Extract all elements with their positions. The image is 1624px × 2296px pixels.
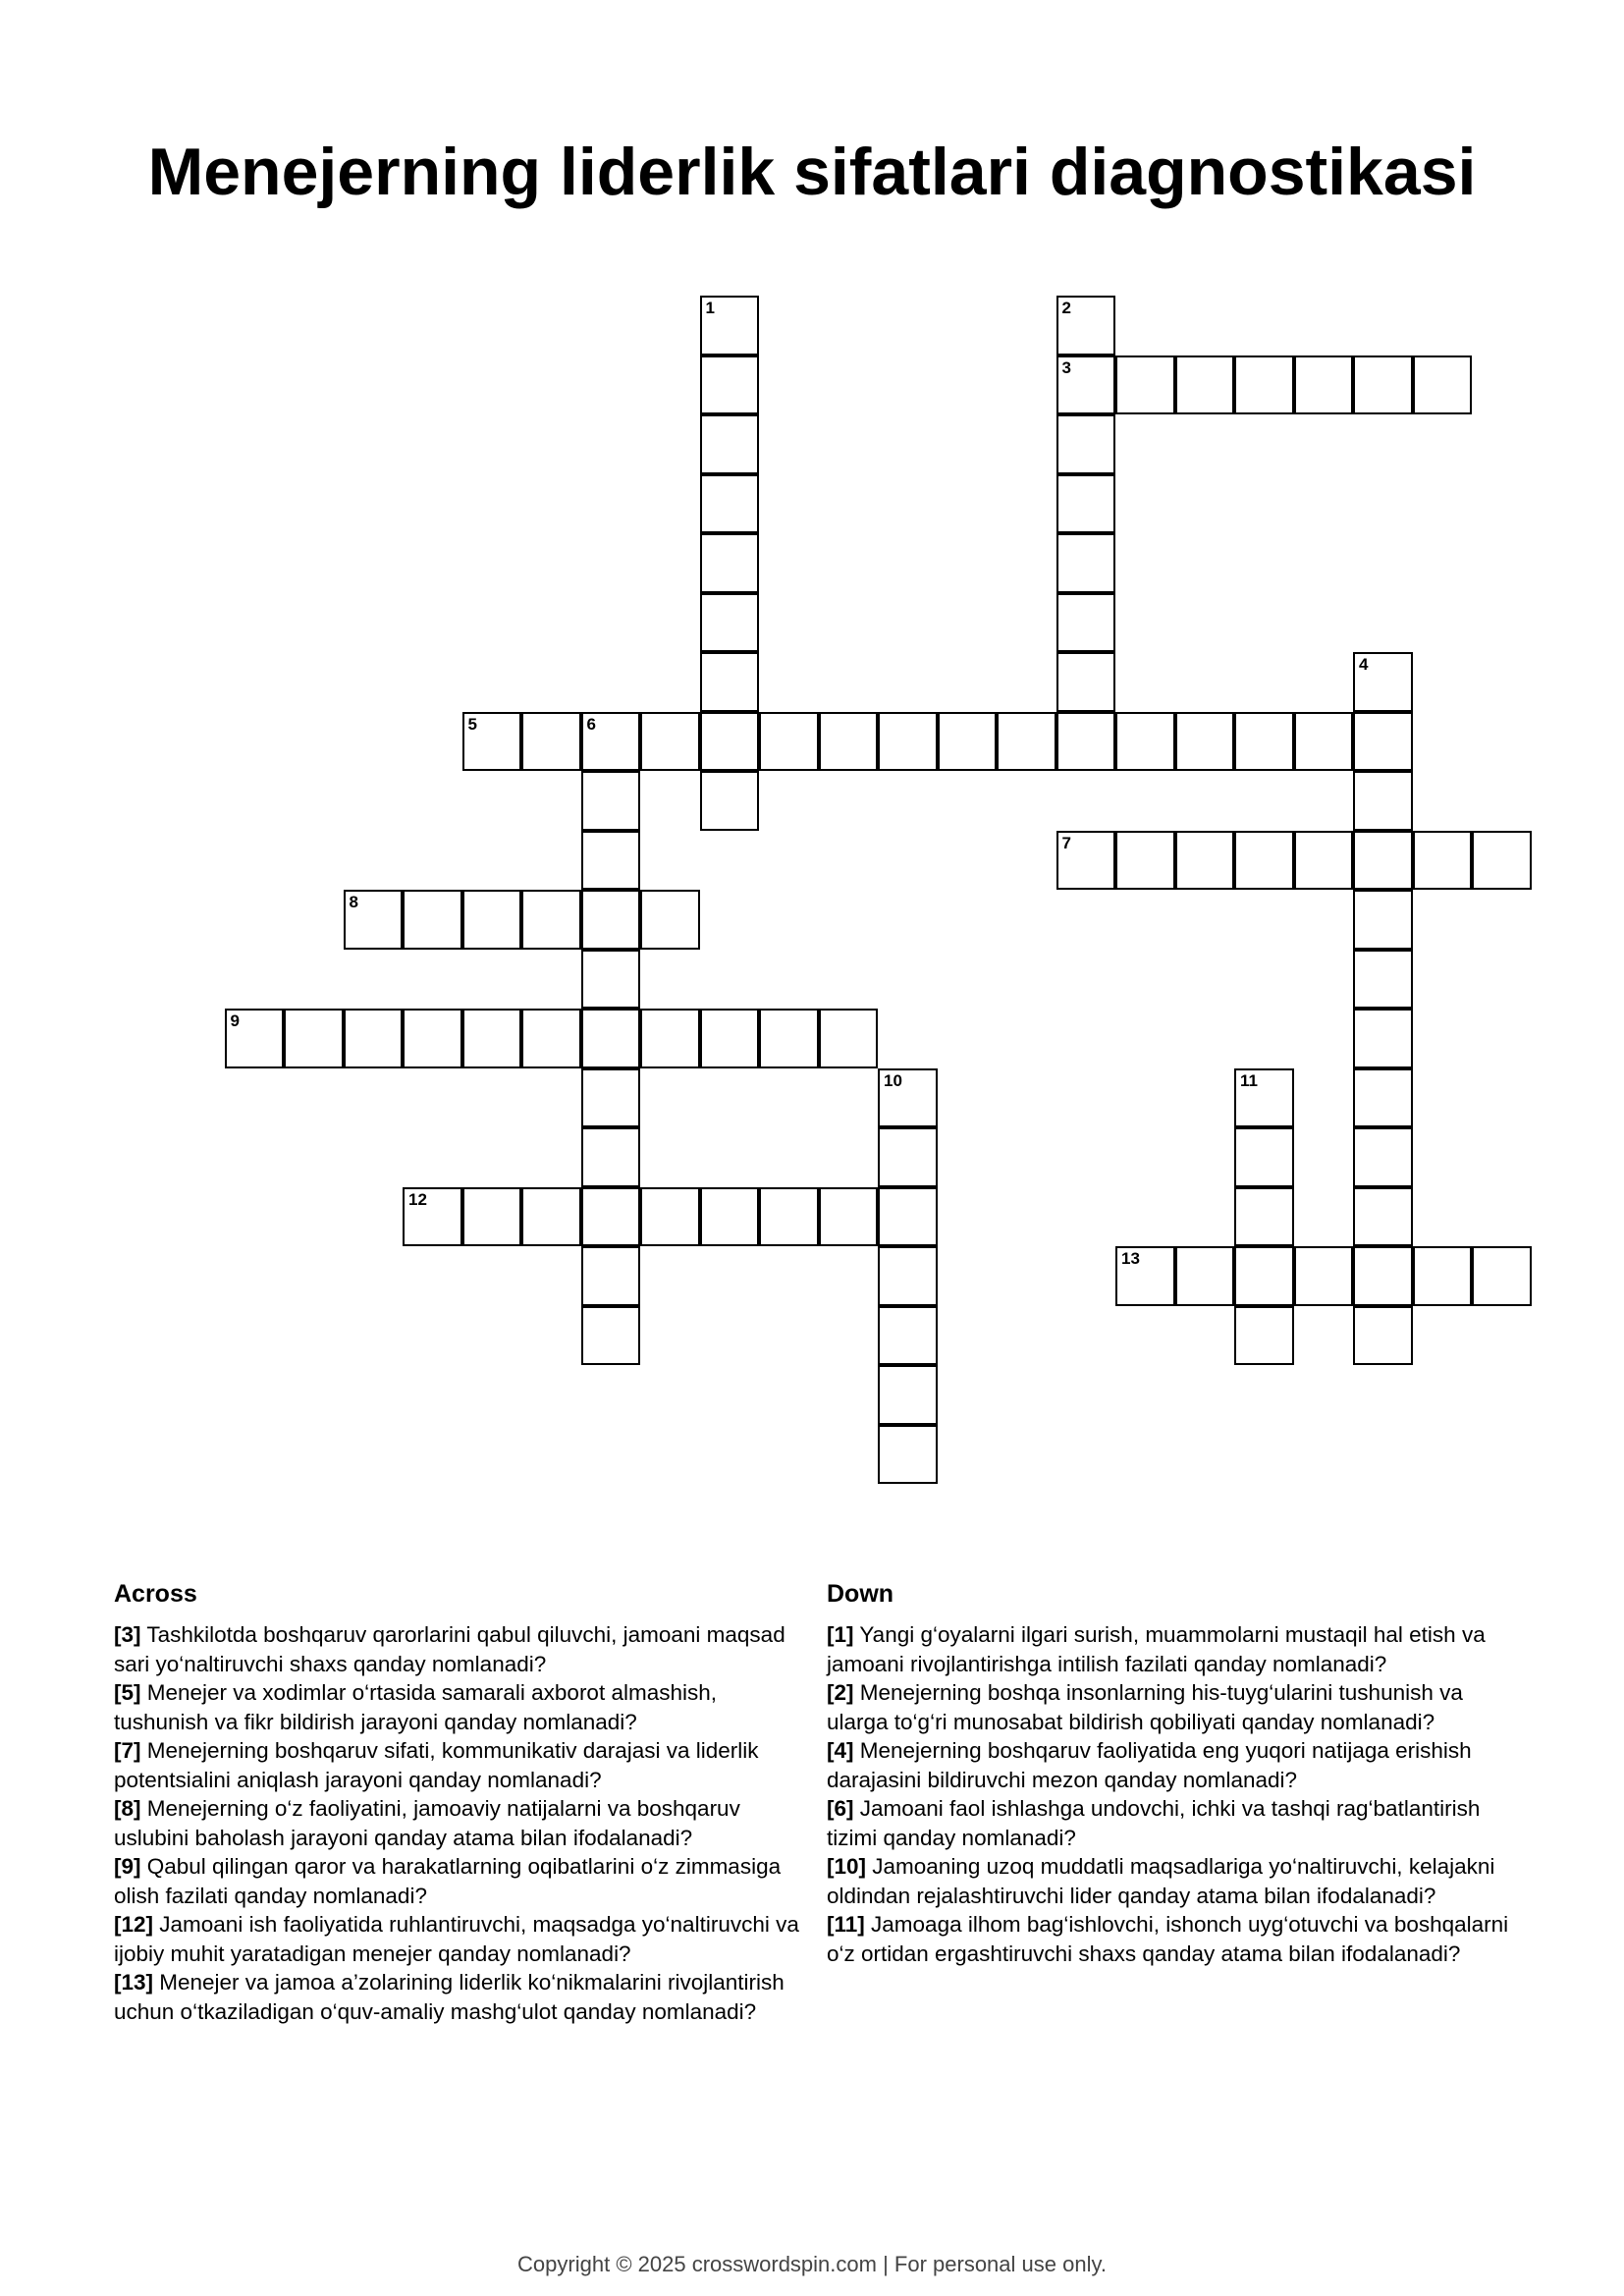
grid-cell[interactable] (700, 474, 760, 534)
clue-text: Jamoaga ilhom bag‘ishlovchi, ishonch uyg‘otuvchi va boshqalarni o‘z ortidan ergashtiruvchi shaxs qanday atama bilan ifodalanadi? (827, 1912, 1509, 1966)
clue-number: [7] (114, 1738, 141, 1763)
across-clue (114, 1794, 801, 1852)
grid-cell[interactable] (1115, 355, 1175, 415)
grid-cell[interactable] (700, 296, 760, 355)
grid-cell[interactable] (700, 652, 760, 712)
grid-cell[interactable] (462, 1009, 522, 1068)
grid-cell[interactable] (1413, 1246, 1473, 1306)
grid-cell[interactable] (1294, 1246, 1354, 1306)
grid-cell[interactable] (1175, 712, 1235, 772)
down-clue (827, 1794, 1514, 1852)
grid-cell[interactable] (1353, 1306, 1413, 1366)
across-clue (114, 1678, 801, 1736)
grid-cell[interactable] (1115, 712, 1175, 772)
grid-cell[interactable] (700, 355, 760, 415)
grid-cell[interactable] (1353, 1068, 1413, 1128)
grid-cell[interactable] (581, 831, 641, 891)
page-title: Menejerning liderlik sifatlari diagnostikasi (147, 135, 1477, 209)
grid-cell[interactable] (1413, 831, 1473, 891)
across-clue (114, 1620, 801, 1678)
grid-cell[interactable] (700, 533, 760, 593)
grid-cell[interactable] (1234, 1187, 1294, 1247)
clue-number: [13] (114, 1970, 154, 1995)
clue-text: Jamoaning uzoq muddatli maqsadlariga yo‘naltiruvchi, kelajakni oldindan rejalashtiruvchi lider qanday atama bilan ifodalanadi? (827, 1854, 1495, 1908)
grid-cell[interactable] (1234, 1127, 1294, 1187)
down-clue (827, 1736, 1514, 1794)
grid-cell[interactable] (1234, 712, 1294, 772)
grid-cell[interactable] (878, 712, 938, 772)
clue-text: Jamoani faol ishlashga undovchi, ichki va tashqi rag‘batlantirish tizimi qanday nomlanadi? (827, 1796, 1481, 1850)
grid-cell[interactable] (581, 950, 641, 1010)
grid-cell[interactable] (403, 1009, 462, 1068)
grid-cell[interactable] (819, 1187, 879, 1247)
down-clue (827, 1852, 1514, 1910)
down-clue-list (827, 1620, 1514, 1968)
clue-number: [8] (114, 1796, 141, 1821)
grid-cell[interactable] (225, 1009, 285, 1068)
cell-number: 5 (467, 714, 477, 734)
grid-cell[interactable] (403, 890, 462, 950)
cell-number: 1 (705, 299, 715, 317)
grid-cell[interactable] (700, 1187, 760, 1247)
grid-cell[interactable] (759, 712, 819, 772)
grid-cell[interactable] (581, 1246, 641, 1306)
grid-cell[interactable] (1472, 1246, 1532, 1306)
grid-cell[interactable] (878, 1127, 938, 1187)
grid-cell[interactable] (819, 712, 879, 772)
grid-cell[interactable] (1353, 950, 1413, 1010)
grid-cell[interactable] (1056, 296, 1116, 355)
down-clues (827, 1579, 1514, 1968)
grid-cell[interactable] (581, 1068, 641, 1128)
grid-cell[interactable] (938, 712, 998, 772)
grid-cell[interactable] (759, 1187, 819, 1247)
grid-cell[interactable] (819, 1009, 879, 1068)
grid-cell[interactable] (1353, 1187, 1413, 1247)
grid-cell[interactable] (878, 1306, 938, 1366)
clue-number: [4] (827, 1738, 854, 1763)
clue-number: [3] (114, 1622, 141, 1647)
clue-text: Jamoani ish faoliyatida ruhlantiruvchi, maqsadga yo‘naltiruvchi va ijobiy muhit yaratadigan menejer qanday nomlanadi? (114, 1912, 799, 1966)
grid-cell[interactable] (462, 890, 522, 950)
grid-cell[interactable] (700, 712, 760, 772)
grid-cell[interactable] (1056, 831, 1116, 891)
grid-cell[interactable] (1234, 1306, 1294, 1366)
clue-text: Menejerning boshqa insonlarning his-tuyg‘ularini tushunish va ularga to‘g‘ri munosabat bildirish qobiliyati qanday nomlanadi? (827, 1680, 1463, 1734)
clue-text: Yangi g‘oyalarni ilgari surish, muammolarni mustaqil hal etish va jamoani rivojlantirishga intilish fazilati qanday nomlanadi? (827, 1622, 1486, 1676)
across-clues (114, 1579, 801, 2026)
copyright-footer: Copyright © 2025 crosswordspin.com | For personal use only. (517, 2252, 1107, 2276)
grid-cell[interactable] (878, 1187, 938, 1247)
grid-cell[interactable] (1234, 355, 1294, 415)
grid-cell[interactable] (1353, 652, 1413, 712)
grid-cell[interactable] (1115, 831, 1175, 891)
grid-cell[interactable] (581, 890, 641, 950)
grid-cell[interactable] (581, 1127, 641, 1187)
grid-cell[interactable] (1056, 355, 1116, 415)
clue-number: [1] (827, 1622, 854, 1647)
grid-cell[interactable] (878, 1425, 938, 1485)
grid-cell[interactable] (878, 1365, 938, 1425)
clue-text: Qabul qilingan qaror va harakatlarning oqibatlarini o‘z zimmasiga olish fazilati qanday nomlanadi? (114, 1854, 782, 1908)
grid-cell[interactable] (462, 712, 522, 772)
cell-number: 2 (1061, 299, 1071, 317)
cell-number: 9 (230, 1011, 240, 1030)
cell-number: 13 (1121, 1249, 1140, 1268)
grid-cell[interactable] (640, 1187, 700, 1247)
grid-cell[interactable] (1175, 831, 1235, 891)
grid-cell[interactable] (700, 771, 760, 831)
grid-cell[interactable] (1175, 355, 1235, 415)
clue-text: Menejerning boshqaruv sifati, kommunikativ darajasi va liderlik potentsialini aniqlash jarayoni qanday nomlanadi? (114, 1738, 759, 1792)
grid-cell[interactable] (640, 890, 700, 950)
cell-number: 7 (1061, 833, 1071, 852)
grid-cell[interactable] (521, 890, 581, 950)
grid-cell[interactable] (1353, 1009, 1413, 1068)
clue-number: [11] (827, 1912, 865, 1937)
grid-cell[interactable] (878, 1068, 938, 1128)
grid-cell[interactable] (344, 890, 404, 950)
clue-text: Menejerning o‘z faoliyatini, jamoaviy natijalarni va boshqaruv uslubini baholash jarayoni qanday atama bilan ifodalanadi? (114, 1796, 740, 1850)
grid-cell[interactable] (1353, 1246, 1413, 1306)
grid-cell[interactable] (462, 1187, 522, 1247)
grid-cell[interactable] (640, 712, 700, 772)
clue-number: [5] (114, 1680, 141, 1705)
across-clue (114, 1852, 801, 1910)
down-clue (827, 1620, 1514, 1678)
clue-number: [2] (827, 1680, 854, 1705)
grid-cell[interactable] (1115, 1246, 1175, 1306)
grid-cell[interactable] (1056, 474, 1116, 534)
grid-cell[interactable] (1056, 652, 1116, 712)
grid-cell[interactable] (284, 1009, 344, 1068)
clue-number: [12] (114, 1912, 154, 1937)
across-clue (114, 1968, 801, 2026)
cell-number: 8 (349, 893, 358, 911)
clue-text: Menejer va jamoa a’zolarining liderlik ko‘nikmalarini rivojlantirish uchun o‘tkaziladigan o‘quv-amaliy mashg‘ulot qanday nomlanadi? (114, 1970, 785, 2024)
grid-cell[interactable] (1056, 593, 1116, 653)
grid-cell[interactable] (1413, 355, 1473, 415)
grid-cell[interactable] (521, 712, 581, 772)
clue-number: [6] (827, 1796, 854, 1821)
grid-cell[interactable] (581, 771, 641, 831)
across-clue (114, 1910, 801, 1968)
cell-number: 6 (586, 714, 596, 734)
grid-cell[interactable] (700, 414, 760, 474)
grid-cell[interactable] (640, 1009, 700, 1068)
grid-cell[interactable] (878, 1246, 938, 1306)
clue-text: Tashkilotda boshqaruv qarorlarini qabul qiluvchi, jamoani maqsad sari yo‘naltiruvchi shaxs qanday nomlanadi? (114, 1622, 785, 1676)
clue-number: [9] (114, 1854, 141, 1879)
grid-cell[interactable] (1294, 831, 1354, 891)
grid-cell[interactable] (1234, 1068, 1294, 1128)
grid-cell[interactable] (1472, 831, 1532, 891)
grid-cell[interactable] (521, 1187, 581, 1247)
grid-cell[interactable] (581, 712, 641, 772)
grid-cell[interactable] (1056, 533, 1116, 593)
grid-cell[interactable] (700, 1009, 760, 1068)
grid-cell[interactable] (581, 1009, 641, 1068)
grid-cell[interactable] (1353, 712, 1413, 772)
grid-cell[interactable] (521, 1009, 581, 1068)
grid-cell[interactable] (1056, 712, 1116, 772)
grid-cell[interactable] (1353, 831, 1413, 891)
grid-cell[interactable] (403, 1187, 462, 1247)
grid-cell[interactable] (344, 1009, 404, 1068)
grid-cell[interactable] (759, 1009, 819, 1068)
down-heading: Down (827, 1580, 894, 1608)
grid-cell[interactable] (1353, 771, 1413, 831)
grid-cell[interactable] (1234, 1246, 1294, 1306)
down-clue (827, 1678, 1514, 1736)
across-heading: Across (114, 1580, 197, 1608)
down-clue (827, 1910, 1514, 1968)
grid-cell[interactable] (581, 1306, 641, 1366)
cell-number: 11 (1240, 1070, 1258, 1090)
grid-cell[interactable] (997, 712, 1056, 772)
grid-cell[interactable] (1353, 1127, 1413, 1187)
grid-cell[interactable] (1294, 355, 1354, 415)
cell-number: 3 (1061, 357, 1071, 377)
grid-cell[interactable] (1353, 355, 1413, 415)
grid-cell[interactable] (1234, 831, 1294, 891)
cell-number: 10 (884, 1070, 902, 1090)
cell-number: 4 (1359, 655, 1369, 674)
clue-text: Menejerning boshqaruv faoliyatida eng yuqori natijaga erishish darajasini bildiruvchi mezon qanday nomlanadi? (827, 1738, 1472, 1792)
grid-cell[interactable] (1353, 890, 1413, 950)
clue-text: Menejer va xodimlar o‘rtasida samarali axborot almashish, tushunish va fikr bildirish jarayoni qanday nomlanadi? (114, 1680, 717, 1734)
grid-cell[interactable] (1294, 712, 1354, 772)
across-clue-list (114, 1620, 801, 2026)
across-clue (114, 1736, 801, 1794)
grid-cell[interactable] (1175, 1246, 1235, 1306)
clue-number: [10] (827, 1854, 867, 1879)
grid-cell[interactable] (581, 1187, 641, 1247)
grid-cell[interactable] (700, 593, 760, 653)
cell-number: 12 (408, 1189, 427, 1209)
grid-cell[interactable] (1056, 414, 1116, 474)
